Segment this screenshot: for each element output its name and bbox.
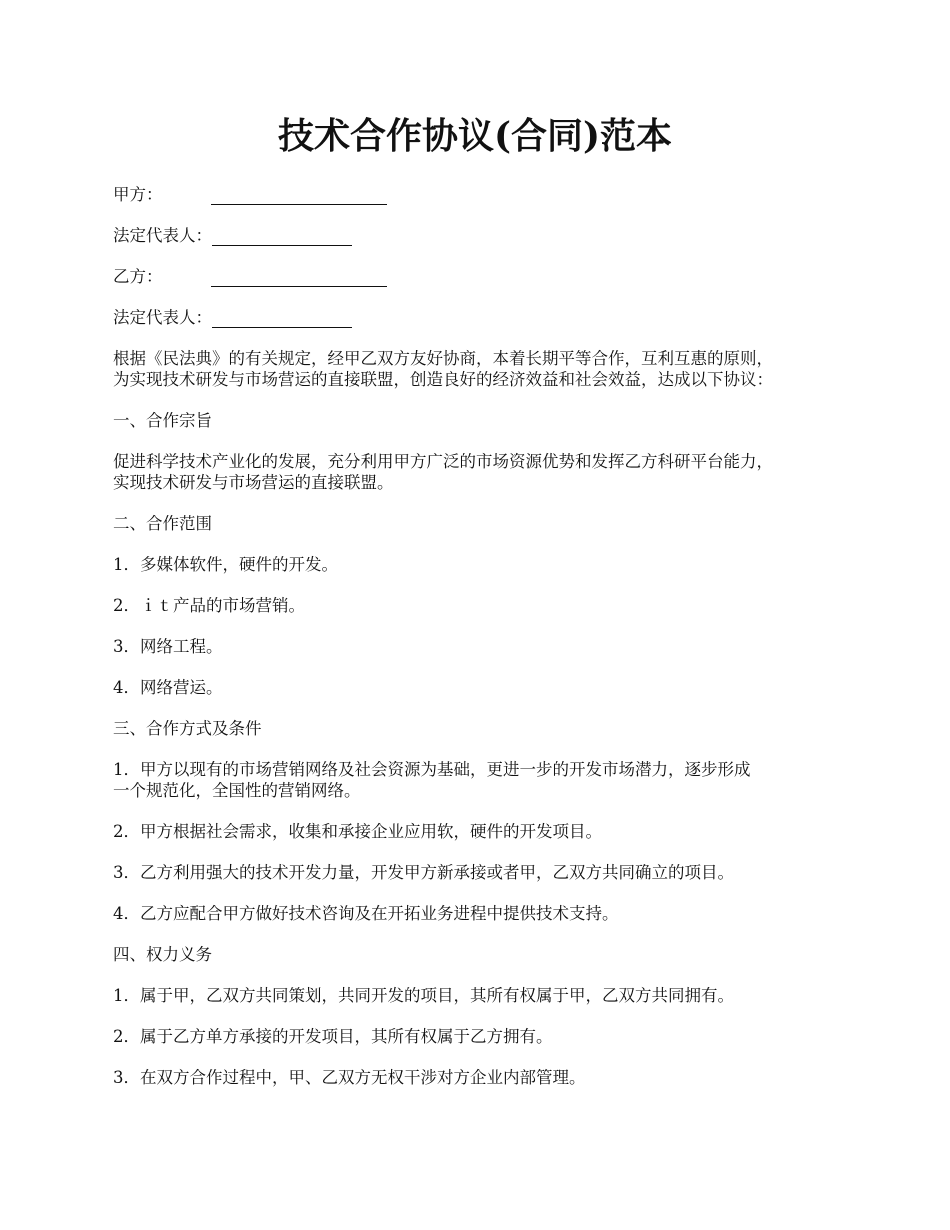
- intro-line: 根据《民法典》的有关规定，经甲乙双方友好协商，本着长期平等合作，互利互惠的原则，: [113, 349, 773, 368]
- section-paragraph: [113, 1026, 853, 1047]
- paragraph-line: 促进科学技术产业化的发展，充分利用甲方广泛的市场资源优势和发挥乙方科研平台能力，: [113, 452, 773, 471]
- paragraph-line: 实现技术研发与市场营运的直接联盟。: [113, 473, 394, 492]
- document-title: 技术合作协议(合同)范本: [277, 115, 673, 157]
- party-field-label: 甲方：: [113, 185, 163, 204]
- paragraph-line: 1．甲方以现有的市场营销网络及社会资源为基础，更进一步的开发市场潜力，逐步形成: [113, 760, 751, 779]
- intro-line: 为实现技术研发与市场营运的直接联盟，创造良好的经济效益和社会效益，达成以下协议：: [113, 370, 773, 389]
- paragraph-line: 3．乙方利用强大的技术开发力量，开发甲方新承接或者甲，乙双方共同确立的项目。: [113, 863, 734, 882]
- section-paragraph: [113, 595, 853, 616]
- section-paragraph: [113, 821, 853, 842]
- party-field: [113, 184, 853, 205]
- intro-paragraph: [113, 348, 853, 390]
- paragraph-line: 一个规范化，全国性的营销网络。: [113, 781, 361, 800]
- section-paragraph: [113, 862, 853, 883]
- section-paragraph: [113, 451, 853, 493]
- blank-underline: [212, 226, 352, 246]
- paragraph-line: 4．乙方应配合甲方做好技术咨询及在开拓业务进程中提供技术支持。: [113, 904, 619, 923]
- blank-underline: [212, 308, 352, 328]
- paragraph-line: 3．网络工程。: [113, 637, 223, 656]
- party-fields: [113, 184, 853, 328]
- section-heading: 四、权力义务: [113, 945, 212, 964]
- party-field-label: 法定代表人：: [113, 226, 212, 245]
- blank-underline: [211, 267, 387, 287]
- section-paragraph: [113, 903, 853, 924]
- blank-underline: [211, 185, 387, 205]
- section-paragraph: [113, 554, 853, 575]
- party-field-label: 法定代表人：: [113, 308, 212, 327]
- document-body: [113, 184, 853, 1108]
- section-paragraph: [113, 985, 853, 1006]
- paragraph-line: 2．属于乙方单方承接的开发项目，其所有权属于乙方拥有。: [113, 1027, 553, 1046]
- section-paragraph: [113, 636, 853, 657]
- party-field: [113, 307, 853, 328]
- paragraph-line: 1．多媒体软件，硬件的开发。: [113, 555, 338, 574]
- paragraph-line: 3．在双方合作过程中，甲、乙双方无权干涉对方企业内部管理。: [113, 1068, 586, 1087]
- paragraph-line: 1．属于甲，乙双方共同策划，共同开发的项目，其所有权属于甲，乙双方共同拥有。: [113, 986, 734, 1005]
- section-heading: 三、合作方式及条件: [113, 719, 262, 738]
- section-paragraph: [113, 759, 853, 801]
- party-field: [113, 266, 853, 287]
- paragraph-line: 4．网络营运。: [113, 678, 223, 697]
- paragraph-line: 2．甲方根据社会需求，收集和承接企业应用软，硬件的开发项目。: [113, 822, 602, 841]
- section-heading: 二、合作范围: [113, 514, 212, 533]
- party-field: [113, 225, 853, 246]
- section-heading: 一、合作宗旨: [113, 411, 212, 430]
- paragraph-line: 2．ｉｔ产品的市场营销。: [113, 596, 305, 615]
- section-paragraph: [113, 677, 853, 698]
- party-field-label: 乙方：: [113, 267, 163, 286]
- sections: [113, 410, 853, 1088]
- section-paragraph: [113, 1067, 853, 1088]
